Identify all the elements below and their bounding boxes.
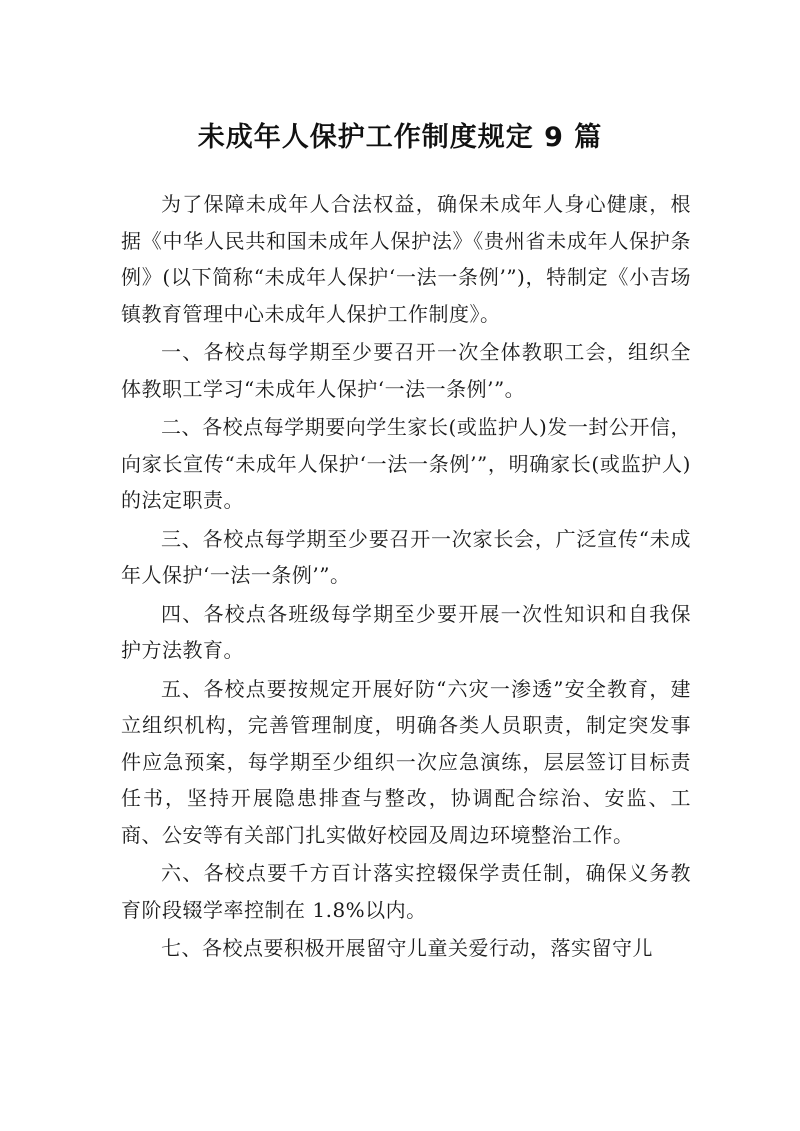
paragraph-item-6: 六、各校点要千方百计落实控辍保学责任制，确保义务教育阶段辍学率控制在 1.8%以内。 xyxy=(121,861,691,922)
paragraph-item-7: 七、各校点要积极开展留守儿童关爱行动，落实留守儿 xyxy=(161,936,653,960)
document-title: 未成年人保护工作制度规定 9 篇 xyxy=(197,122,603,154)
paragraph-item-2: 二、各校点每学期要向学生家长(或监护人)发一封公开信，向家长宣传“未成年人保护‘一法一条例’”，明确家长(或监护人)的法定职责。 xyxy=(121,415,691,512)
paragraph-item-3: 三、各校点每学期至少要召开一次家长会，广泛宣传“未成年人保护‘一法一条例’”。 xyxy=(121,526,691,587)
paragraph-item-4: 四、各校点各班级每学期至少要开展一次性知识和自我保护方法教育。 xyxy=(121,601,691,662)
paragraph-item-1: 一、各校点每学期至少要召开一次全体教职工会，组织全体教职工学习“未成年人保护‘一法一条例’”。 xyxy=(121,340,691,401)
intro-paragraph: 为了保障未成年人合法权益，确保未成年人身心健康，根据《中华人民共和国未成年人保护法》《贵州省未成年人保护条例》(以下简称“未成年人保护‘一法一条例’”)，特制定《小吉场镇教育管理中心未成年人保护工作制度》。 xyxy=(121,192,691,326)
document-body xyxy=(121,186,691,969)
paragraph-item-5: 五、各校点要按规定开展好防“六灾一渗透”安全教育，建立组织机构，完善管理制度，明确各类人员职责，制定突发事件应急预案，每学期至少组织一次应急演练，层层签订目标责任书，坚持开展隐患排查与整改，协调配合综治、安监、工商、公安等有关部门扎实做好校园及周边环境整治工作。 xyxy=(121,676,691,847)
